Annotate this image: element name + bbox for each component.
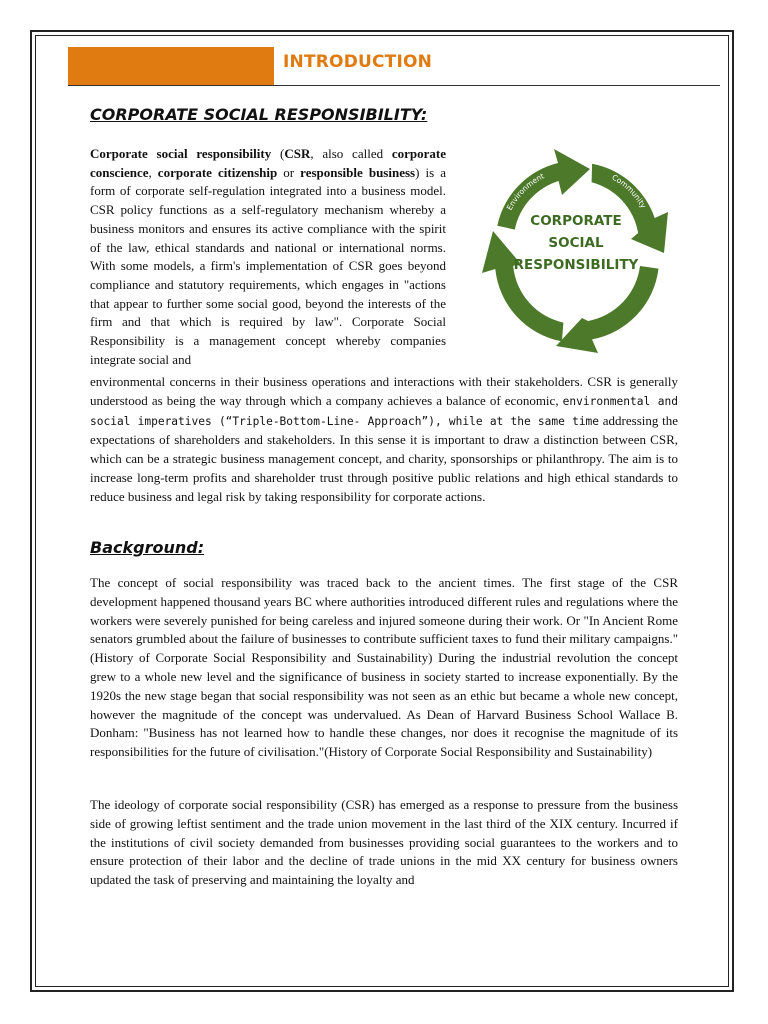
page-title: INTRODUCTION [283,52,433,72]
text-run: , also called [310,146,392,161]
arrow-label-workplace: Workplace [616,309,655,340]
diagram-title-line-2: SOCIAL [548,235,604,251]
arrow-label-market-place: Market Place [489,297,530,340]
background-paragraph-2: The ideology of corporate social responsibility (CSR) has emerged as a response to pressure from the business side of growing leftist sentiment and the trade union movement in the last third of the XIX century. Incurred if the institutions of civil society demanded from businesses providing social guarantees to the workers and to ensure protection of their labor and the decline of trade unions in the mid XX century for business owners updated the task of preserving and maintaining the loyalty and [90,797,678,888]
term-csr: CSR [284,146,311,161]
diagram-title-line-3: RESPONSIBILITY [513,257,639,273]
csr-cycle-diagram [470,125,682,365]
section-heading-background-colon: : [197,538,205,557]
text-run: or [277,164,301,180]
text-run: environmental concerns in their business operations and interactions with their stakeholders. CSR is generally understood as being the way through which a company achieves a balance of economic, [90,374,678,408]
background-paragraph-1: The concept of social responsibility was traced back to the ancient times. The first stage of the CSR development happened thousand years BC where authorities introduced different rules and regulations where the workers were severely punished for being careless and injured someone during their work. Or "In Ancient Rome senators grumbled about the failure of businesses to contribute sufficient taxes to fund their military campaigns."(History of Corporate Social Responsibility and Sustainability) During the industrial revolution the concept grew to a whole new level and the significance of business in society started to increase exponentially. By the 1920s the new stage began that social responsibility was not seen as an ethic but became a whole new concept, however the magnitude of the concept was undervalued. As Dean of Harvard Business School Wallace B. Donham: "Business has not learned how to handle these changes, nor does it recognise the magnitude of its responsibilities for the future of civilisation."(History of Corporate Social Responsibility and Sustainability) [90,575,678,760]
diagram-title-line-1: CORPORATE [530,213,622,229]
term-corporate-conscience: corporate conscience [90,146,446,180]
section-heading-csr-text: CORPORATE SOCIAL RESPONSIBILITY [90,105,421,124]
text-run: ( [271,146,285,161]
section-heading-csr-colon: : [420,105,428,124]
section-heading-csr [90,105,427,124]
title-divider [68,85,720,86]
text-run: , [148,164,158,180]
triple-bottom-line-text: environmental and social imperatives (“Triple-Bottom-Line- Approach”), while at the same time [90,394,678,428]
arrow-label-environment: Environment [504,171,546,212]
text-run: addressing the expectations of shareholders and stakeholders. In this sense it is important to draw a distinction between CSR, which can be a strategic business management concept, and charity, sponsorships or philanthropy. The aim is to increase long-term profits and shareholder trust through positive public relations and high ethical standards to reduce business and legal risk by taking responsibility for corporate actions. [90,412,678,504]
section-heading-background [90,538,204,557]
section-heading-background-text: Background [90,538,198,557]
arrow-label-community: Community [610,172,649,210]
term-csr-full: Corporate social responsibility [90,146,272,161]
csr-continuation-paragraph [90,373,678,507]
term-corporate-citizenship: corporate citizenship [157,164,278,180]
text-run: ) is a form of corporate self-regulation integrated into a business model. CSR policy functions as a self-regulatory mechanism whereby a business monitors and ensures its active compliance with the spirit of the law, ethical standards and national or international norms. With some models, a firm's implementation of CSR goes beyond compliance and statutory requirements, which engages in "actions that appear to further some social good, beyond the interests of the firm and that which is required by law". Corporate Social Responsibility is a management concept whereby companies integrate social and [90,164,446,367]
term-responsible-business: responsible business [300,164,416,180]
csr-definition-paragraph [90,145,446,369]
arrow-workplace-icon [556,266,659,353]
intro-accent-bar [68,47,274,85]
